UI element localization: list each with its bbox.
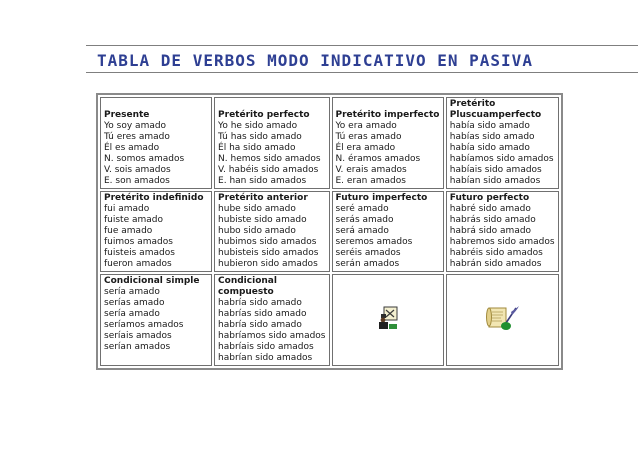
verb-table <box>96 93 563 370</box>
conjugation-line: Él es amado <box>104 143 160 153</box>
cell-heading: Pluscuamperfecto <box>449 110 542 120</box>
cell-preterito-indefinido <box>100 191 212 272</box>
cell-heading: compuesto <box>218 287 274 297</box>
cell-heading: Futuro imperfecto <box>335 193 428 203</box>
cell-preterito-imperfecto <box>332 97 444 189</box>
conjugation-line: E. han sido amados <box>218 176 307 186</box>
conjugation-line: Tú has sido amado <box>218 132 302 142</box>
conjugation-line: E. eran amados <box>335 176 406 186</box>
conjugation-line: fue amado <box>104 226 153 236</box>
conjugation-line: Él era amado <box>335 143 396 153</box>
conjugation-line: habrían sido amados <box>218 353 313 363</box>
cell-futuro-imperfecto <box>332 191 444 272</box>
conjugation-line: seréis amados <box>335 248 401 258</box>
cell-scroll-illustration <box>446 274 559 366</box>
conjugation-line: sería amado <box>104 287 160 297</box>
conjugation-line: N. hemos sido amados <box>218 154 321 164</box>
conjugation-line: seremos amados <box>335 237 413 247</box>
cell-presente <box>100 97 212 189</box>
conjugation-line: hubo sido amado <box>218 226 296 236</box>
conjugation-line: será amado <box>335 226 389 236</box>
conjugation-line: Tú eres amado <box>104 132 170 142</box>
conjugation-line: serías amado <box>104 298 165 308</box>
cell-teacher-illustration <box>332 274 444 366</box>
conjugation-line: V. habéis sido amados <box>218 165 319 175</box>
conjugation-line: fueron amados <box>104 259 172 269</box>
conjugation-line: Yo soy amado <box>104 121 167 131</box>
conjugation-line: N. éramos amados <box>335 154 421 164</box>
conjugation-line: habremos sido amados <box>449 237 555 247</box>
cell-preterito-anterior <box>214 191 329 272</box>
cell-preterito-perfecto <box>214 97 329 189</box>
bottom-rule <box>86 72 638 73</box>
teacher-board-icon <box>377 305 399 331</box>
conjugation-line: seríamos amados <box>104 320 184 330</box>
conjugation-line: habíamos sido amados <box>449 154 554 164</box>
conjugation-line: sería amado <box>104 309 160 319</box>
conjugation-line: E. son amados <box>104 176 170 186</box>
conjugation-line: habíais sido amados <box>449 165 542 175</box>
conjugation-line: Tú eras amado <box>335 132 402 142</box>
conjugation-line: hubieron sido amados <box>218 259 318 269</box>
conjugation-line: hubiste sido amado <box>218 215 307 225</box>
cell-heading: Presente <box>104 110 150 120</box>
cell-heading: Pretérito imperfecto <box>335 110 440 120</box>
conjugation-line: habría sido amado <box>218 320 302 330</box>
cell-heading: Pretérito indefinido <box>104 193 204 203</box>
conjugation-line: serían amados <box>104 342 171 352</box>
conjugation-line: habrías sido amado <box>218 309 307 319</box>
conjugation-line: hubimos sido amados <box>218 237 317 247</box>
cell-heading: Condicional <box>218 276 277 286</box>
cell-heading: Condicional simple <box>104 276 200 286</box>
conjugation-line: fui amado <box>104 204 150 214</box>
conjugation-line: habríamos sido amados <box>218 331 326 341</box>
conjugation-line: N. somos amados <box>104 154 185 164</box>
cell-pluscuamperfecto <box>446 97 559 189</box>
conjugation-line: Yo he sido amado <box>218 121 298 131</box>
conjugation-line: habrás sido amado <box>449 215 536 225</box>
table-row <box>100 274 559 366</box>
conjugation-line: Él ha sido amado <box>218 143 296 153</box>
conjugation-line: hube sido amado <box>218 204 296 214</box>
table-row <box>100 191 559 272</box>
conjugation-line: hubisteis sido amados <box>218 248 319 258</box>
conjugation-line: había sido amado <box>449 143 530 153</box>
page-title: TABLA DE VERBOS MODO INDICATIVO EN PASIVA <box>97 51 533 70</box>
conjugation-line: V. sois amados <box>104 165 171 175</box>
conjugation-line: había sido amado <box>449 121 530 131</box>
cell-heading: Pretérito perfecto <box>218 110 310 120</box>
conjugation-line: Yo era amado <box>335 121 397 131</box>
cell-heading: Futuro perfecto <box>449 193 530 203</box>
table-row <box>100 97 559 189</box>
conjugation-line: habrá sido amado <box>449 226 532 236</box>
conjugation-line: V. erais amados <box>335 165 407 175</box>
cell-condicional-simple <box>100 274 212 366</box>
conjugation-line: habrán sido amados <box>449 259 542 269</box>
conjugation-line: habría sido amado <box>218 298 302 308</box>
cell-heading: Pretérito anterior <box>218 193 308 203</box>
conjugation-line: habían sido amados <box>449 176 541 186</box>
conjugation-line: habré sido amado <box>449 204 531 214</box>
cell-heading: Pretérito <box>449 99 496 109</box>
conjugation-line: seré amado <box>335 204 389 214</box>
conjugation-line: seríais amados <box>104 331 172 341</box>
conjugation-line: fuimos amados <box>104 237 173 247</box>
conjugation-line: fuisteis amados <box>104 248 175 258</box>
cell-futuro-perfecto <box>446 191 559 272</box>
conjugation-line: habías sido amado <box>449 132 535 142</box>
scroll-quill-icon <box>484 304 520 332</box>
conjugation-line: serás amado <box>335 215 394 225</box>
top-rule <box>86 45 638 46</box>
cell-condicional-compuesto <box>214 274 329 366</box>
conjugation-line: habríais sido amados <box>218 342 314 352</box>
conjugation-line: serán amados <box>335 259 400 269</box>
conjugation-line: fuiste amado <box>104 215 164 225</box>
conjugation-line: habréis sido amados <box>449 248 543 258</box>
